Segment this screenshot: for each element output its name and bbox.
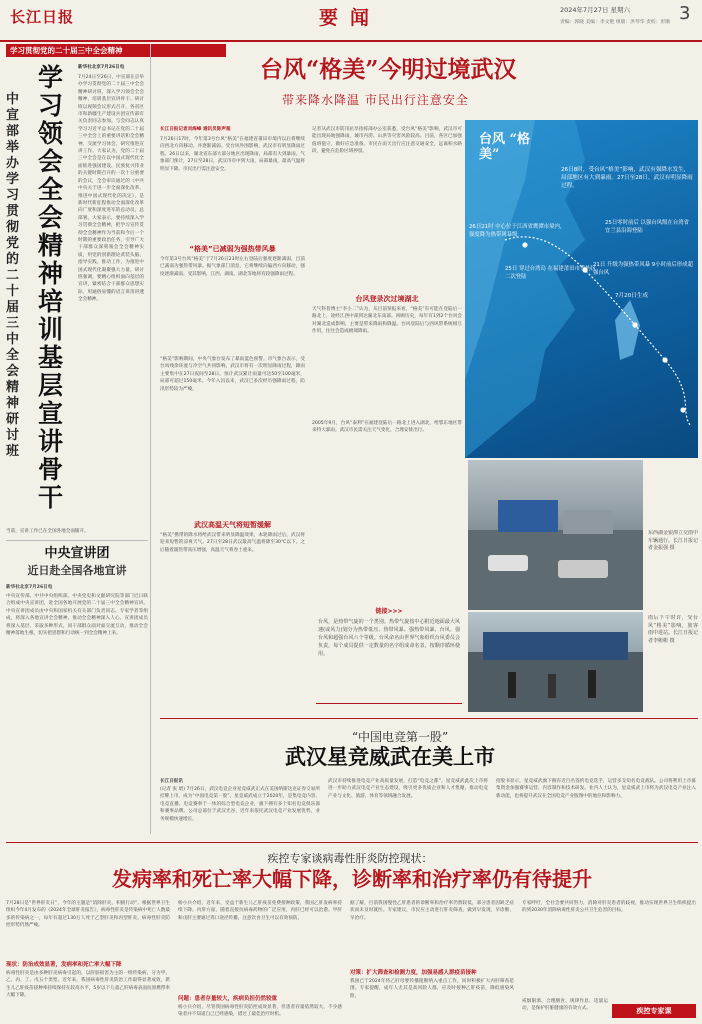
- news2-subheadline: 近日赴全国各地宣讲: [27, 564, 127, 577]
- hero-subheadline: 带来降水降温 市民出行注意安全: [282, 93, 469, 107]
- newspaper-logo: 长江日报: [10, 8, 75, 26]
- left-lead: 新华社北京7月26日电: [78, 65, 125, 70]
- issue-date: 2024年7月27日 星期六: [560, 6, 631, 14]
- map-event-fujian: 25日 穿过台湾岛 在福建莆田市秀屿区二次登陆: [505, 266, 597, 280]
- photo-station-passengers: [468, 612, 643, 712]
- photo-rain-traffic: [468, 460, 643, 610]
- page-number: 3: [679, 3, 691, 24]
- bottom-top-rule: [6, 842, 698, 843]
- map-event-upgrade: 21日 升级为强热带风暴 9小时前后形成超强台风: [593, 262, 693, 276]
- map-event-taiwan: 25日零时前后 以强台风级在台湾省宜兰县沿海登陆: [605, 220, 690, 234]
- article-col2b: “格美”携带的降水将给武汉带来明显降温效果，本轮降雨过后，武汉将迎来短暂的凉爽天气。27日至28日武汉最高气温将降至30℃以下。之后随着副热带高压增强，高温天气将卷土重来。: [160, 533, 305, 553]
- left-side-headline: 中宣部举办学习贯彻党的二十届三中全会精神研讨班: [6, 92, 20, 459]
- bottom-col3b: 我国已于2024年将乙肝母婴传播阻断纳入重点工作，同时积极扩大丙肝筛查范围。专家提醒，成年人尤其是高风险人群，应及时接种乙肝疫苗，降低感染风险。: [350, 979, 514, 999]
- bottom-subhead-1: 现状：防治成效显著，发病率和死亡率大幅下降: [6, 962, 122, 968]
- map-typhoon-label: 台风 “格美”: [479, 132, 531, 162]
- article-col4: 2005年9月，台风“泰利”在福建登陆后一路北上进入湖北，给鄂东地区带来特大暴雨。武汉市民需关注天气变化，合理安排出行。: [312, 421, 462, 434]
- column-divider: [150, 44, 151, 834]
- section-title: 要闻: [318, 7, 381, 29]
- news2-headline: 中央宣讲团: [44, 546, 110, 561]
- esports-body-3: 招股书显示，星竞威武旗下拥有近百名签约电竞选手，运营多支知名电竞战队。公司将利用上市募集资金加强赛事运营、内容制作和技术研发。业内人士认为，星竞威武上市将为武汉电竞产业注入新动能，也将提升武汉在全国电竞产业版图中的地位和影响力。: [496, 779, 696, 799]
- bottom-col1b: 病毒性肝炎是由多种肝炎病毒引起的，以肝脏损害为主的一组传染病，分为甲、乙、丙、丁、戊五个类型。近年来，我国病毒性肝炎防治工作取得显著成效，新生儿乙肝疫苗接种率持续保持在较高水平，5岁以下儿童乙肝病毒表面抗原携带率大幅下降。: [6, 971, 170, 999]
- bottom-headline: 发病率和死亡率大幅下降，诊断率和治疗率仍有待提升: [112, 867, 592, 891]
- esports-kicker: “中国电竞第一股”: [351, 730, 449, 744]
- bottom-subhead-3: 对策：扩大筛查和检测力度，加强易感人群疫苗接种: [350, 970, 477, 976]
- editor-credits: 责编：郭晓 美编：李文艳 组版：洪琴华 责校：彭顺: [560, 20, 671, 25]
- hero-headline: 台风“格美”今明过境武汉: [260, 56, 517, 83]
- note-text: 台风，是热带气旋的一个类别。热带气旋按中心附近地面最大风速(或风力)划分为热带低压、热带风暴、强热带风暴、台风、强台风和超强台风六个等级。台风命名由世界气象组织台风委员会负责，每个成员提供一定数量的名字组成命名表，按顺序循环使用。: [318, 619, 460, 657]
- article-col1: 7月26日17时，今年第3号台风“格美”在福建省莆田市境内以后将继续向西北方向移动，并逐渐减弱。受台风外围影响，武汉市有明显降雨过程。26日以来，湖北省东部大部分地区出现降雨，局部有大到暴雨。气象部门预计，27日至28日，武汉市有中到大雨，局部暴雨，最高气温将明显下降。市民出行需注意安全。: [160, 137, 305, 172]
- note-link-label: 链接>>>: [316, 606, 462, 615]
- section-banner: 学习贯彻党的二十届三中全会精神: [6, 44, 226, 57]
- map-event-wuhan: 26日8时，受台风“格美”影响，武汉有强降水发生，局部地区有大到暴雨。27日至28日，武汉有明显降雨过程。: [561, 167, 693, 189]
- bottom-kicker: 疾控专家谈病毒性肝炎防控现状：: [267, 852, 433, 865]
- typhoon-track-map: [465, 120, 698, 458]
- esports-byline: 长江日报讯: [160, 779, 183, 784]
- photo1-caption: 东西湖金银潭立交雨中车辆通行。长江日报记者金振强 摄: [648, 530, 698, 551]
- bottom-col4b: 戒烟限酒、合理膳食、规律作息、适量运动，是保护肝脏健康的有效方式。: [522, 999, 608, 1012]
- article-col3b: 天气科普博主“李小二”认为，从目前预报来看，“格美”有可能在登陆后一路北上，途经江西中部到达湖北东南部。回顾历史，每年有1到2个台风会对湖北造成影响，主要是带来降雨和降温。台风登陆后与西风带系统相互作用，往往会造成极端降雨。: [312, 307, 462, 335]
- news2-body: 中央宣传部、中共中央组织部、中央党史和文献研究院等部门近日联合组成中央宣讲团，赴全国各地开展党的二十届三中全会精神宣讲。中央宣讲团成员由中央和国家机关有关部门负责同志、专家学者等组成，将深入各地宣讲全会精神，推动全会精神深入人心。宣讲团成员将深入基层，采取多种形式，同干部群众面对面交流互动，推动全会精神落地生根，切实把思想和行动统一到全会精神上来。: [6, 594, 148, 637]
- news2-lead: 新华社北京7月26日电: [6, 585, 53, 590]
- esports-body-1: (记者 张 珺) 7月26日，武汉电竞企业星竞威武正式在美国纳斯达克证券交易所挂牌上市，成为“中国电竞第一股”。星竞威武成立于2020年，是集电竞内容、电竞直播、电竞赛事于一体的综合型电竞企业，旗下拥有多个知名电竞俱乐部和赛事品牌。公司总部位于武汉光谷，近年来依托武汉电竞产业发展优势，业务规模快速增长。: [160, 787, 320, 822]
- left-headline: 学习领会全会精神 培训基层宣讲骨干: [38, 63, 64, 512]
- bottom-col2: 杨小兵介绍，近年来，受益于新生儿乙肝疫苗免费接种政策，我国乙肝发病率持续下降。丙肝方面，随着直接抗病毒药物的广泛应用，丙肝已经可以治愈。甲肝和戊肝主要通过粪口途径传播，注意饮食卫生可以有效预防。: [178, 901, 342, 921]
- bottom-col4: 专家呼吁，全社会要共同努力，消除对肝炎患者的歧视，推动实现世界卫生组织提出的到2030年消除病毒性肝炎公共卫生危害的目标。: [522, 901, 696, 914]
- band-top-rule: [160, 718, 698, 719]
- bottom-col3: 据了解，目前我国慢性乙肝患者的诊断率和治疗率仍然较低，部分患者因缺乏症状而未及时就医。专家建议，市民应主动进行肝炎筛查，做到早发现、早诊断、早治疗。: [350, 901, 514, 921]
- map-event-jiangxi: 26日21时 中心位于江西省鹰潭市境内，强度降为热带风暴级: [469, 224, 566, 238]
- article-col2: “格美”影响期间，中央气象台发布了暴雨蓝色预警。市气象台表示，受台风残余环流与冷空气共同影响，武汉市将有一次明显降雨过程，降雨主要集中在27日夜间至28日。预计武汉累计雨量可达50至100毫米，局部可超过150毫米。今年入汛以来，武汉已多次经历强降雨过程，防汛形势较为严峻。: [160, 357, 305, 392]
- left-body: 7月24日至26日，中宣部在京举办学习贯彻党的二十届三中全会精神研讨班，深入学习领会全会精神，培训基层宣讲骨干。研讨班以视频会议形式召开，各省区市和新疆生产建设兵团宣传部有关负责同志参加。与会同志认真学习习近平总书记在党的二十届三中全会上的重要讲话和全会精神，交流学习体会，研究推进宣讲工作。大家认为，党的二十届三中全会是在以中国式现代化全面推进强国建设、民族复兴伟业的关键时期召开的一次十分重要的会议，全会审议通过的《中共中央关于进一步全面深化改革、推进中国式现代化的决定》，是新时代新征程推动全面深化改革向广度和深度进军的总动员、总部署。大家表示，要持续深入学习贯彻全会精神，把学习宣传贯彻全会精神作为当前和今后一个时期的重要政治任务，引导广大干部群众深刻领会全会精神实质，用党的创新理论武装头脑、指导实践、推动工作，为推进中国式现代化凝聚强大力量。研讨班强调，要精心组织面向基层的宣讲，紧密结合干部群众思想实际，用通俗易懂的语言讲清讲透全会精神。: [78, 75, 144, 303]
- article-byline: 长江日报记者刘海峰 通讯员陈声超: [160, 127, 231, 132]
- article-col1b: 今年第3号台风“格美”于7月26日23时左右登陆后强度逐渐减弱，目前已减弱为强热带风暴。据气象部门消息，它将继续向偏西方向移动，强度逐渐减弱。受其影响，江西、湖南、湖北等地将有较强降雨过程。: [160, 257, 305, 277]
- article-subhead-1: “格美”已减弱为强热带风暴: [189, 245, 276, 253]
- left-divider: [6, 540, 148, 541]
- left-caption-line: 当前，宣讲工作已在全国各地全面铺开。: [6, 529, 89, 534]
- photo2-caption: 雨后下午时许，受台风“格美”影响，旅客雨中进站。长江日报记者李彬彬 摄: [648, 615, 698, 644]
- bottom-tag: 疾控专家课: [612, 1004, 696, 1018]
- esports-body-2: 武汉市持续推进电竞产业高质量发展，打造“电竞之都”。星竞威武此次上市将进一步助力武汉电竞产业生态建设，吸引更多优质企业和人才集聚，推动电竞产业与文化、旅游、体育等领域融合发展。: [328, 779, 488, 799]
- bottom-col1: 7月28日是“世界肝炎日”，今年的主题是“消除肝炎，积极行动”。根据世界卫生组织今年4月发布的《2024年全球肝炎报告》，病毒性肝炎是传染病中死亡人数最多的传染病之一，每年有超过130万人死于乙型肝炎和丙型肝炎。病毒性肝炎防控形势仍然严峻。: [6, 901, 170, 929]
- esports-headline: 武汉星竞威武在美上市: [285, 744, 495, 769]
- bottom-subhead-2: 问题：患者存量较大，疾病负担仍然较重: [178, 996, 278, 1002]
- map-event-formed: 7月20日生成: [615, 293, 649, 299]
- article-subhead-3: 台风登录次过境湖北: [355, 295, 419, 303]
- article-col3: 记者从武汉市防汛抗旱指挥部办公室获悉，受台风“格美”影响，武汉市可能出现局地强降雨，城市内涝、山洪等灾害风险较高。目前，各区已加强值班值守，做好应急准备。市民在雨天出行应注意交通安全，远离积水路段，避免在危险区域停留。: [312, 127, 462, 155]
- bottom-col2b: 杨小兵介绍，尽管我国病毒性肝炎防控成效显著，但患者存量依然较大，不少感染者并不知道自己已经感染，错过了最佳治疗时机。: [178, 1005, 342, 1018]
- article-subhead-2: 武汉高温天气将短暂缓解: [194, 521, 271, 529]
